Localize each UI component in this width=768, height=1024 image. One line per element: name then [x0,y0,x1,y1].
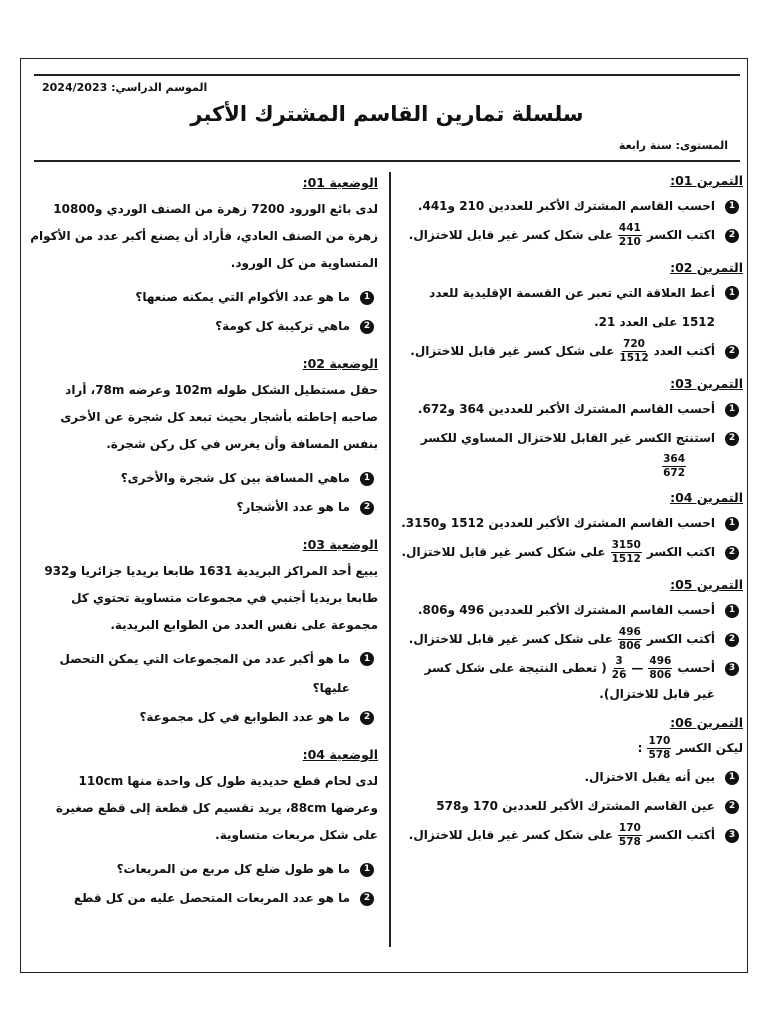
question-text: ما هو عدد الأشجار؟ [236,500,350,514]
denominator: 1512 [611,553,641,565]
exercise-04-item-2 [398,538,743,567]
situation-03-question-2 [30,703,378,732]
numerator: 3150 [611,539,641,551]
worksheet-header [34,74,740,162]
exercise-04-item-1 [398,509,743,538]
exercise-05-item-1 [398,596,743,625]
exercise-06-intro [398,734,743,763]
number-marker: 2 [725,229,739,243]
numerator: 3 [615,655,623,667]
number-marker: 1 [725,403,739,417]
numerator: 364 [663,453,685,465]
item-text: احسب القاسم المشترك الأكبر للعددين 1512 و3150. [401,516,715,530]
school-year: الموسم الدراسي: 2024/2023 [42,81,208,94]
question-text: ماهي تركيبة كل كومة؟ [215,319,350,333]
question-text: ما هو أكبر عدد من المجموعات التي يمكن التحصل [59,652,350,666]
exercise-05-item-3 [398,654,743,683]
item-text: أعط العلاقة التي تعبر عن القسمة الإقليدية للعدد [429,286,715,300]
exercise-03-item-1 [398,395,743,424]
fraction [647,735,671,762]
item-text: على شكل كسر غير قابل للاختزال. [408,828,613,842]
item-text: على شكل كسر غير قابل للاختزال. [408,632,613,646]
item-text: أكتب الكسر [646,632,715,646]
exercise-01-item-2 [398,221,743,250]
denominator: 1512 [619,352,649,364]
situation-02-title: الوضعية 02: [302,356,378,371]
item-text: أكتب الكسر [646,828,715,842]
situation-03-question-1 [30,645,378,703]
fraction [662,453,686,480]
situation-01-text: لدى بائع الورود 7200 زهرة من الصنف الوردي و10800 زهرة من الصنف العادي، فأراد أن يصنع أكبر عدد من الأكوام المتساوية من كل الورود. [30,202,378,270]
number-marker: 1 [725,286,739,300]
number-marker: 1 [360,863,374,877]
colon: : [637,741,643,755]
number-marker: 1 [360,291,374,305]
exercise-06-item-2 [398,792,743,821]
exercise-05-item-3-continued: غير قابل للاختزال). [599,687,715,701]
situation-01-question-1 [30,283,378,312]
item-text: عين القاسم المشترك الأكبر للعددين 170 و578 [436,799,715,813]
question-text: ما هو عدد الطوابع في كل مجموعة؟ [139,710,350,724]
situation-02-question-1 [30,464,378,493]
numerator: 170 [648,735,671,747]
number-marker: 1 [725,771,739,785]
fraction [618,822,642,849]
item-text: على شكل كسر غير قابل للاختزال. [408,228,613,242]
numerator: 170 [618,822,641,834]
exercise-04-title: التمرين 04: [670,490,743,505]
situation-03-title: الوضعية 03: [302,537,378,552]
number-marker: 2 [725,432,739,446]
fraction [619,338,648,365]
number-marker: 1 [725,604,739,618]
number-marker: 2 [360,501,374,515]
item-text: أحسب القاسم المشترك الأكبر للعددين 496 و806. [417,603,715,617]
item-text-block [429,279,715,337]
item-text: احسب القاسم المشترك الأكبر للعددين 210 و441. [417,199,715,213]
item-text: بين أنه يقبل الاختزال. [584,770,715,784]
item-text: أكتب العدد [653,344,715,358]
exercise-02-title: التمرين 02: [670,260,743,275]
item-text: استنتج الكسر غير القابل للاختزال المساوي للكسر [420,431,715,445]
exercise-03-fraction-row [398,453,743,480]
item-text: أحسب القاسم المشترك الأكبر للعددين 364 و672. [417,402,715,416]
number-marker: 2 [360,892,374,906]
question-text: عليها؟ [312,681,350,695]
denominator: 806 [618,640,641,652]
exercise-06-title: التمرين 06: [670,715,743,730]
question-text: ما هو عدد المربعات المتحصل عليه من كل قطع [73,891,350,905]
denominator: 578 [618,836,641,848]
situation-04-title: الوضعية 04: [302,747,378,762]
item-text: على شكل كسر غير قابل للاختزال. [410,344,615,358]
exercise-06-item-1 [398,763,743,792]
exercise-03-title: التمرين 03: [670,376,743,391]
situation-02-question-2 [30,493,378,522]
question-text-block [59,645,350,703]
number-marker: 2 [725,633,739,647]
item-text: اكتب الكسر [646,545,715,559]
item-text: ليكن الكسر [676,741,743,755]
fraction [612,655,627,682]
denominator: 210 [618,236,641,248]
item-text: 1512 على العدد 21. [594,315,715,329]
number-marker: 2 [360,320,374,334]
denominator: 806 [649,669,672,681]
fraction [618,626,642,653]
exercises-column [398,170,743,850]
item-text: ( تعطى النتيجة على شكل كسر [424,661,607,675]
situation-01-title: الوضعية 01: [302,175,378,190]
exercise-02-item-2 [398,337,743,366]
situation-04-question-2 [30,884,378,913]
item-text: أحسب [677,661,715,675]
numerator: 496 [649,655,672,667]
exercise-06-item-3 [398,821,743,850]
numerator: 720 [623,338,645,350]
grade-level: المستوى: سنة رابعة [618,139,728,152]
number-marker: 2 [725,546,739,560]
situation-03-text: يبيع أحد المراكز البريدية 1631 طابعا بريديا جزائريا و932 طابعا بريديا أجنبي في مجموعات متساوية تحتوي كل مجموعة على نفس العدد من الطوابع البريدية. [44,564,378,632]
number-marker: 1 [360,652,374,666]
question-text: ما هو طول ضلع كل مربع من المربعات؟ [116,862,350,876]
situation-01-question-2 [30,312,378,341]
fraction [648,655,672,682]
numerator: 496 [618,626,641,638]
number-marker: 1 [725,200,739,214]
number-marker: 1 [360,472,374,486]
exercise-05-title: التمرين 05: [670,577,743,592]
number-marker: 2 [725,345,739,359]
denominator: 26 [611,669,627,681]
question-text: ما هو عدد الأكوام التي يمكنه صنعها؟ [135,290,350,304]
denominator: 578 [648,749,671,761]
page-title: سلسلة تمارين القاسم المشترك الأكبر [190,102,584,126]
exercise-01-title: التمرين 01: [670,173,743,188]
situation-02-text: حقل مستطيل الشكل طوله 102m وعرضه 78m، أراد صاحبه إحاطته بأشجار بحيث تبعد كل شجرة عن الأخرى بنفس المسافة وأن يغرس في كل ركن شجرة. [60,383,378,451]
exercise-03-item-2 [398,424,743,453]
fraction [611,539,642,566]
number-marker: 2 [360,711,374,725]
situation-04-text: لدى لحام قطع حديدية طول كل واحدة منها 110cm وعرضها 88cm، يريد تقسيم كل قطعة إلى قطع صغيرة على شكل مربعات متساوية. [55,774,378,842]
exercise-01-item-1 [398,192,743,221]
item-text: اكتب الكسر [646,228,715,242]
exercise-05-item-2 [398,625,743,654]
numerator: 441 [618,222,641,234]
column-divider [389,172,391,947]
number-marker: 2 [725,800,739,814]
situations-column [30,172,378,913]
fraction [618,222,642,249]
number-marker: 3 [725,829,739,843]
denominator: 672 [663,467,685,479]
question-text: ماهي المسافة بين كل شجرة والأخرى؟ [120,471,350,485]
situation-04-question-1 [30,855,378,884]
number-marker: 1 [725,517,739,531]
number-marker: 3 [725,662,739,676]
exercise-02-item-1 [398,279,743,337]
minus-sign: — [631,661,644,675]
item-text: على شكل كسر غير قابل للاختزال. [401,545,606,559]
